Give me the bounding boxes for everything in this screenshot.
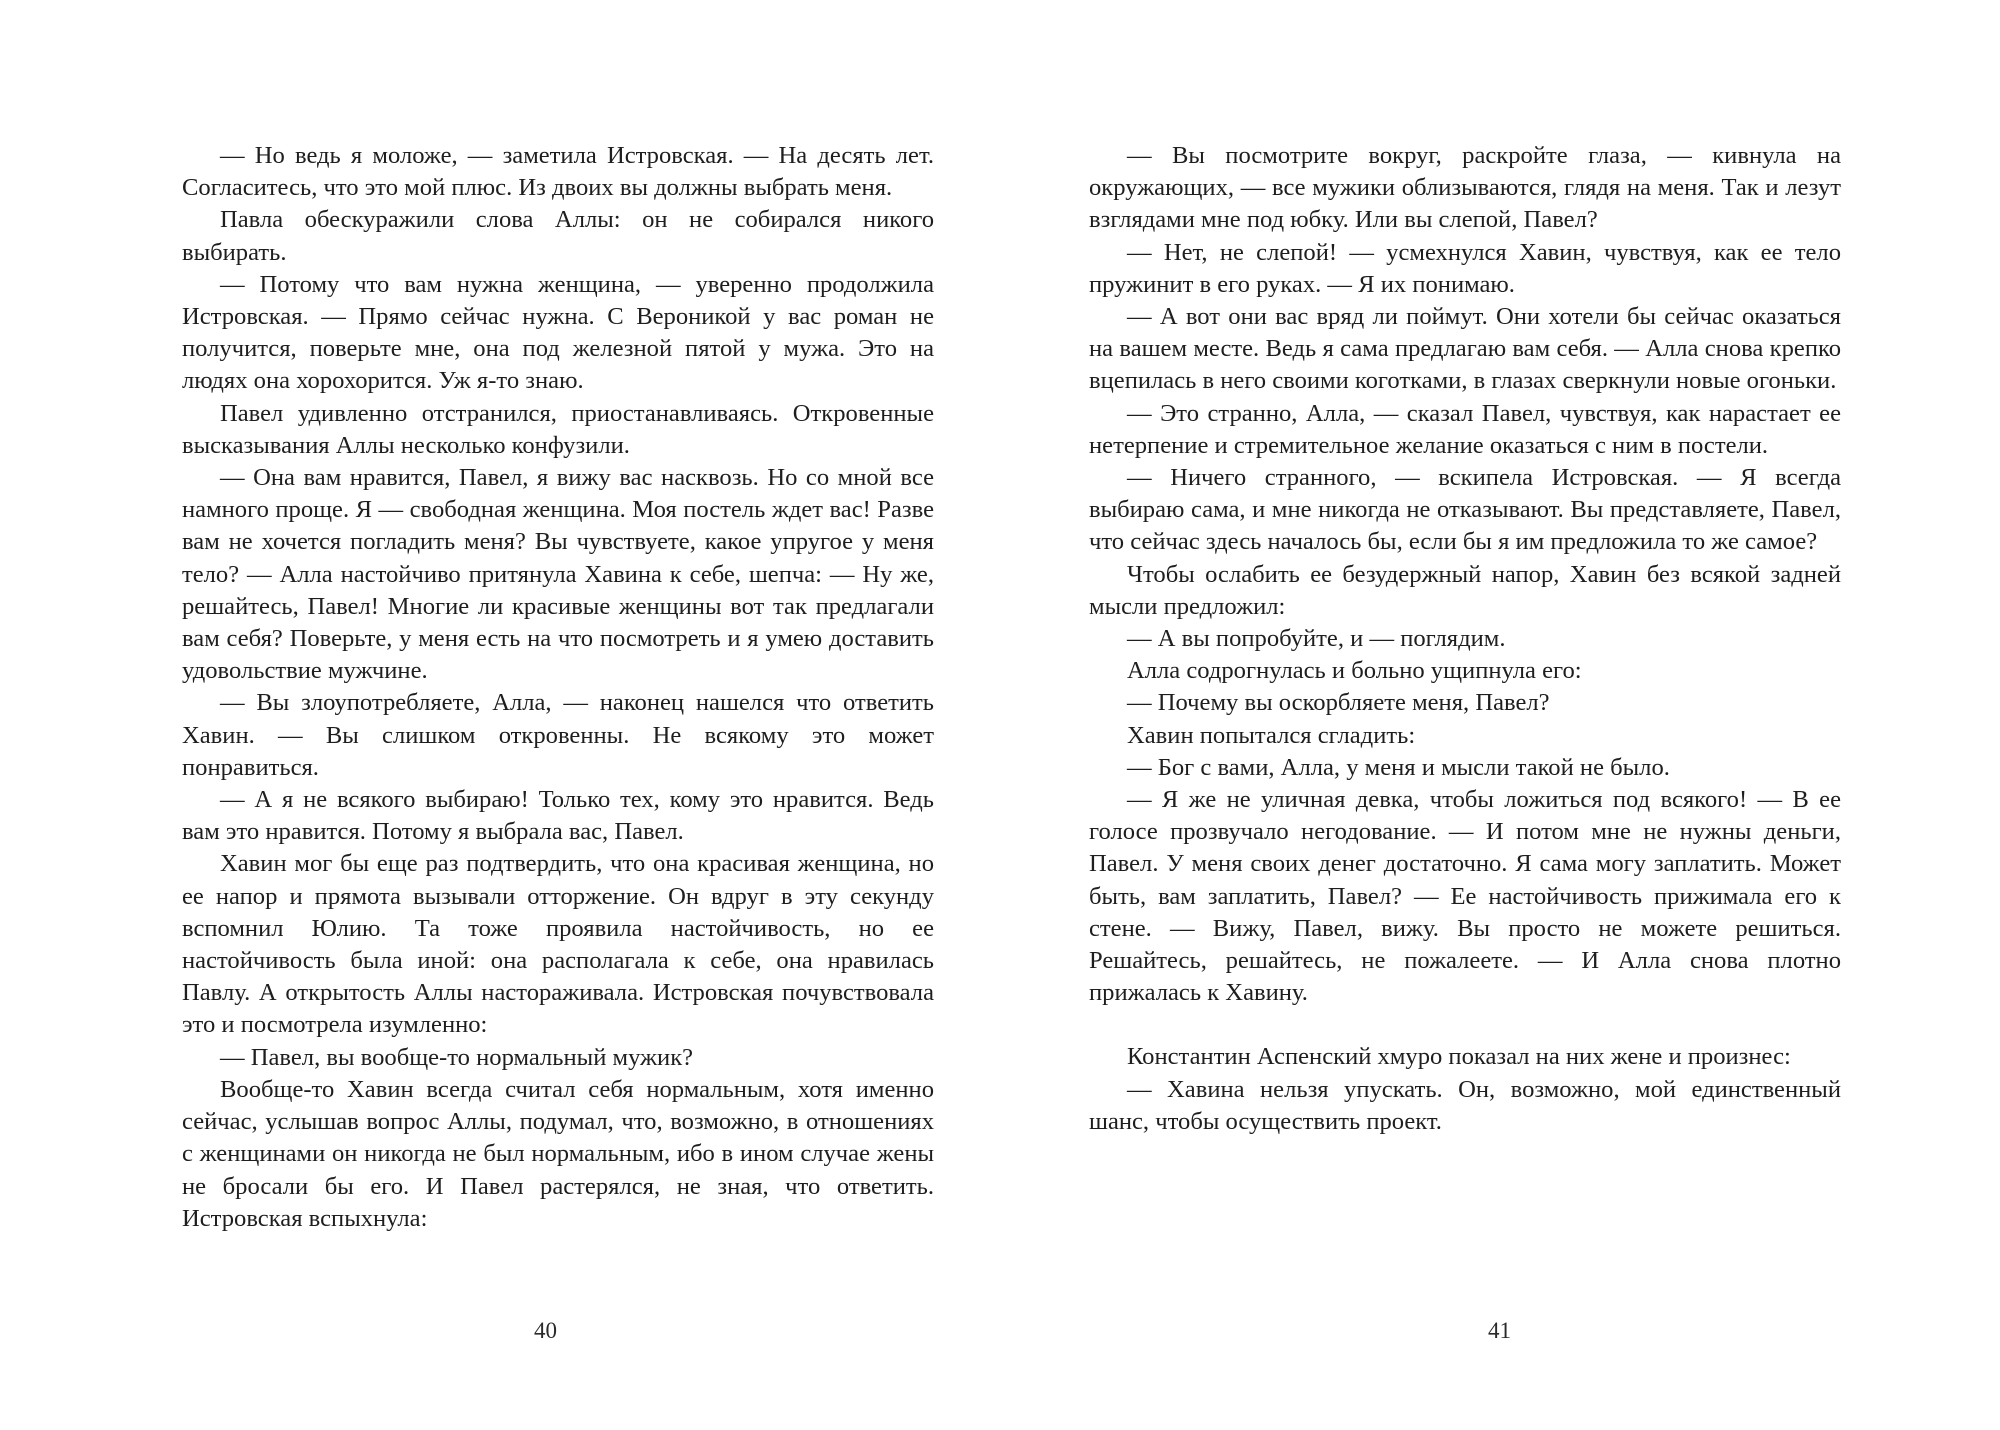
- paragraph: Константин Аспенский хмуро показал на них жене и произнес:: [1127, 1043, 1791, 1071]
- page-number-left: 40: [534, 1318, 557, 1343]
- paragraph: — Бог с вами, Алла, у меня и мысли такой не было.: [1127, 753, 1670, 781]
- paragraph: Алла содрогнулась и больно ущипнула его:: [1127, 657, 1582, 685]
- paragraph: — А я не всякого выбираю! Только тех, кому это нравится. Ведь вам это нравится. Потому я выбрала вас, Павел.: [182, 786, 934, 846]
- paragraph: — Почему вы оскорбляете меня, Павел?: [1127, 689, 1550, 717]
- left-page: [182, 140, 934, 1235]
- paragraph: — А вот они вас вряд ли поймут. Они хотели бы сейчас оказаться на вашем месте. Ведь я сама предлагаю вам себя. — Алла снова крепко вцепилась в него своими коготками, в глазах сверкнули новые огоньки.: [1089, 303, 1841, 395]
- paragraph: — Это странно, Алла, — сказал Павел, чувствуя, как нарастает ее нетерпение и стремительное желание оказаться с ним в постели.: [1089, 399, 1841, 459]
- paragraph: Вообще-то Хавин всегда считал себя нормальным, хотя именно сейчас, услышав вопрос Аллы, подумал, что, возможно, в отношениях с женщинами он никогда не был нормальным, ибо в ином случае жены не бросали бы его. И Павел растерялся, не зная, что ответить. Истровская вспыхнула:: [182, 1075, 934, 1232]
- paragraph: Павла обескуражили слова Аллы: он не собирался никого выбирать.: [182, 206, 934, 266]
- paragraph: Чтобы ослабить ее безудержный напор, Хавин без всякой задней мысли предложил:: [1089, 560, 1841, 620]
- paragraph: — Но ведь я моложе, — заметила Истровская. — На десять лет. Согласитесь, что это мой плюс. Из двоих вы должны выбрать меня.: [182, 142, 934, 202]
- paragraph: — Вы посмотрите вокруг, раскройте глаза, — кивнула на окружающих, — все мужики облизываются, глядя на меня. Так и лезут взглядами мне под юбку. Или вы слепой, Павел?: [1089, 142, 1841, 234]
- paragraph: — А вы попробуйте, и — поглядим.: [1127, 625, 1506, 653]
- right-page: [1089, 140, 1841, 1138]
- paragraph: — Она вам нравится, Павел, я вижу вас насквозь. Но со мной все намного проще. Я — свободная женщина. Моя постель ждет вас! Разве вам не хочется погладить меня? Вы чувствуете, какое упругое у меня тело? — Алла настойчиво притянула Хавина к себе, шепча: — Ну же, решайтесь, Павел! Многие ли красивые женщины вот так предлагали вам себя? Поверьте, у меня есть на что посмотреть и я умею доставить удовольствие мужчине.: [182, 464, 934, 685]
- paragraph: — Я же не уличная девка, чтобы ложиться под всякого! — В ее голосе прозвучало негодование. — И потом мне не нужны деньги, Павел. У меня своих денег достаточно. Я сама могу заплатить. Может быть, вам заплатить, Павел? — Ее настойчивость прижимала его к стене. — Вижу, Павел, вижу. Вы просто не можете решиться. Решайтесь, решайтесь, не пожалеете. — И Алла снова плотно прижалась к Хавину.: [1089, 786, 1841, 1007]
- page-number-right: 41: [1488, 1318, 1511, 1343]
- paragraph: Павел удивленно отстранился, приостанавливаясь. Откровенные высказывания Аллы несколько конфузили.: [182, 399, 934, 459]
- paragraph: — Потому что вам нужна женщина, — уверенно продолжила Истровская. — Прямо сейчас нужна. С Вероникой у вас роман не получится, поверьте мне, она под железной пятой у мужа. Это на людях она хорохорится. Уж я-то знаю.: [182, 270, 934, 395]
- paragraph: — Вы злоупотребляете, Алла, — наконец нашелся что ответить Хавин. — Вы слишком откровенны. Не всякому это может понравиться.: [182, 689, 934, 781]
- paragraph: — Павел, вы вообще-то нормальный мужик?: [220, 1043, 694, 1071]
- right-page-text: [1089, 140, 1841, 1138]
- paragraph: Хавин мог бы еще раз подтвердить, что она красивая женщина, но ее напор и прямота вызывали отторжение. Он вдруг в эту секунду вспомнил Юлию. Та тоже проявила настойчивость, но ее настойчивость была иной: она располагала к себе, она нравилась Павлу. А открытость Аллы настораживала. Истровская почувствовала это и посмотрела изумленно:: [182, 850, 934, 1039]
- paragraph: Хавин попытался сгладить:: [1127, 721, 1416, 749]
- paragraph: — Ничего странного, — вскипела Истровская. — Я всегда выбираю сама, и мне никогда не отказывают. Вы представляете, Павел, что сейчас здесь началось бы, если бы я им предложила то же самое?: [1089, 464, 1841, 556]
- left-page-text: [182, 140, 934, 1235]
- paragraph: — Хавина нельзя упускать. Он, возможно, мой единственный шанс, чтобы осуществить проект.: [1089, 1075, 1841, 1135]
- paragraph: — Нет, не слепой! — усмехнулся Хавин, чувствуя, как ее тело пружинит в его руках. — Я их понимаю.: [1089, 238, 1841, 298]
